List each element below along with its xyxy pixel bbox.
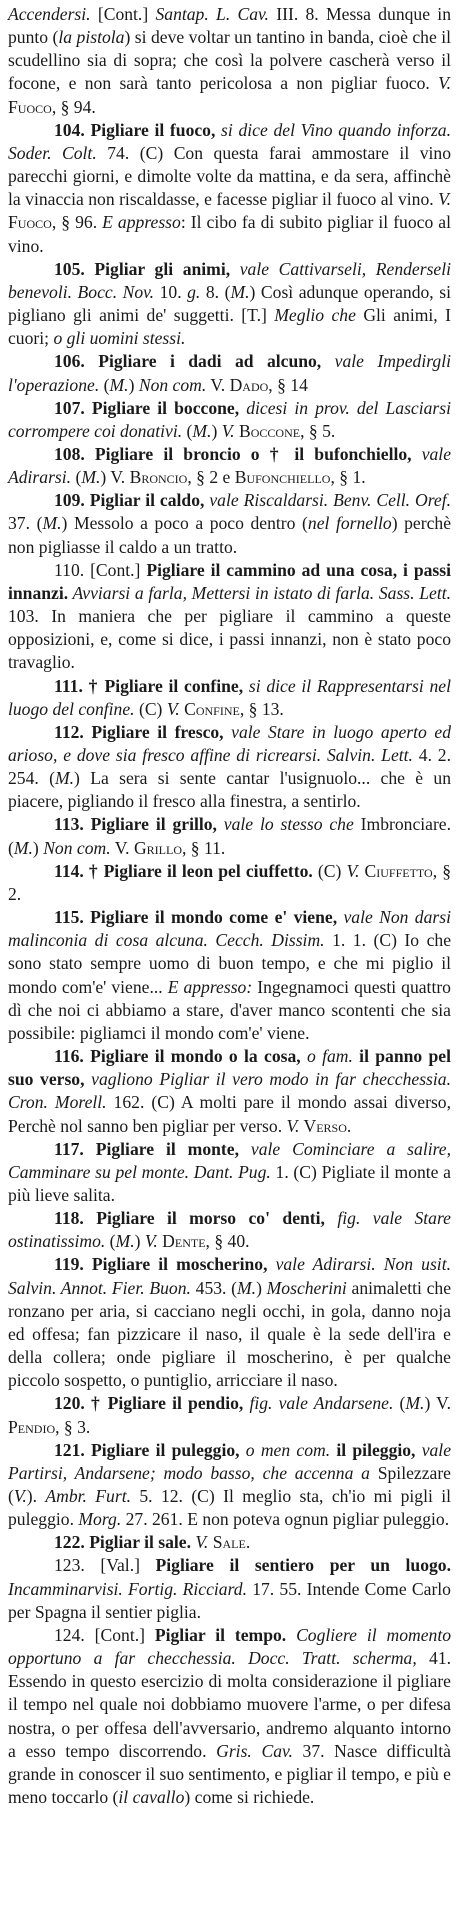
entry-italic-text: si dice il Rappresentarsi nel luogo del confine. xyxy=(8,675,451,719)
cross-reference: ado xyxy=(242,374,269,395)
entry-italic-text: M. xyxy=(109,374,129,395)
dictionary-entry xyxy=(8,1624,451,1809)
entry-headword: 114. † Pigliare il leon pel ciuffetto. xyxy=(54,860,313,881)
entry-italic-text: vale Impedirgli l'operazione. xyxy=(8,351,451,395)
entry-headword: 112. Pigliare il fresco, xyxy=(54,721,224,742)
entry-text: 37. Nasce difficultà grande in conoscer il suo sentimento, e pigliar il tempo, e più e meno toccarlo ( xyxy=(8,1740,451,1808)
dictionary-entry xyxy=(8,3,451,119)
entry-italic-text: o fam. xyxy=(300,1046,353,1067)
entry-text: Ingegnamoci questi quattro dì che noi ci abbiamo a stare, d'aver manco scontenti che sia possibile: pigliamci il mondo com'e' viene. xyxy=(8,976,451,1043)
entry-text: V. G xyxy=(110,837,147,858)
entry-italic-text: M. xyxy=(230,281,250,302)
dictionary-entry xyxy=(8,721,451,814)
entry-headword: Pigliare il sentiero per un luogo. xyxy=(155,1555,451,1576)
entry-text: , § 40. xyxy=(205,1231,250,1252)
entry-italic-text: Accendersi. xyxy=(8,4,91,24)
entry-text: ( xyxy=(186,420,193,441)
entry-text: (C) xyxy=(134,698,167,719)
cross-reference: iuffetto xyxy=(376,860,433,881)
dictionary-entry xyxy=(8,1045,451,1138)
entry-text: Imbronciare. ( xyxy=(8,814,452,858)
entry-text: ) si deve voltar un tantino in banda, cioè che il scudellino sia di sopra; che così la polvere cascherà verso il focone, e non sarà tanto pericolosa a non pigliar fuoco. xyxy=(8,27,451,94)
entry-text: 453. ( xyxy=(190,1277,238,1298)
entry-text: ). xyxy=(26,1486,46,1506)
dictionary-entry xyxy=(8,1207,451,1253)
dictionary-entry xyxy=(8,1138,451,1207)
entry-headword: 106. Pigliare i dadi ad alcuno, xyxy=(54,351,322,372)
dictionary-entry xyxy=(8,258,451,351)
entry-italic-text: vale lo stesso che xyxy=(216,814,354,835)
entry-italic-text: vale Cominciare a salire, Camminare su pel monte. Dant. Pug. xyxy=(8,1138,451,1182)
entry-italic-text: E appresso xyxy=(102,212,181,233)
entry-italic-text: V. xyxy=(195,1532,209,1553)
entry-text: ) V. B xyxy=(100,467,142,488)
entry-text: , § 2 e B xyxy=(187,467,247,488)
entry-headword: Pigliar il tempo. xyxy=(154,1624,287,1645)
dictionary-entry xyxy=(8,1531,451,1554)
entry-text: [Cont.] xyxy=(90,4,156,24)
entry-headword: 107. Pigliare il boccone, xyxy=(54,397,240,418)
entry-italic-text: M. xyxy=(13,837,33,858)
entry-text: ) xyxy=(128,374,139,395)
entry-italic-text: V. xyxy=(221,420,235,441)
entry-italic-text: M. xyxy=(81,467,101,488)
entry-text: ) Così adunque operando, si pigliano gli animi de' suggetti. [T.] xyxy=(8,281,451,326)
entry-italic-text: il cavallo xyxy=(118,1787,185,1808)
entry-italic-text: M. xyxy=(237,1277,257,1298)
entry-italic-text: V. xyxy=(286,1115,300,1136)
entry-italic-text: M. xyxy=(115,1231,135,1252)
entry-text: ( xyxy=(105,1231,116,1252)
entry-text: 27. 261. E non poteva ognun pigliar puleggio. xyxy=(121,1509,450,1530)
entry-headword: 119. Pigliare il moscherino, xyxy=(54,1254,268,1275)
entry-text: . xyxy=(346,1115,352,1136)
entry-text: , § 1. xyxy=(330,467,366,488)
entry-text: ) perchè non pigliasse il caldo a un tratto. xyxy=(8,513,452,557)
entry-italic-text: vale Riscaldarsi. Benv. Cell. Oref. xyxy=(204,490,452,511)
entry-headword: 105. Pigliar gli animi, xyxy=(54,258,231,279)
entry-italic-text: E appresso: xyxy=(167,976,253,997)
entry-italic-text: vale Adirarsi. xyxy=(8,443,452,488)
entry-headword: 109. Pigliar il caldo, xyxy=(54,490,205,511)
entry-italic-text: vale Partirsi, Andarsene; modo basso, che accenna a xyxy=(8,1439,452,1483)
entry-text: S xyxy=(208,1532,223,1553)
entry-text: ) V. P xyxy=(8,1393,451,1437)
entry-italic-text: Meglio che xyxy=(274,305,356,326)
entry-italic-text: V. xyxy=(166,698,180,719)
entry-italic-text: Avviarsi a farla, Mettersi in istato di farla. Sass. Lett. xyxy=(68,582,451,603)
entry-text: 4. 2. 254. ( xyxy=(8,745,452,789)
dictionary-entry xyxy=(8,1554,451,1623)
entry-italic-text: Moscherini xyxy=(266,1277,347,1298)
cross-reference: ufonchiello xyxy=(246,467,331,488)
entry-text: ) La sera si sente cantar l'usignuolo... che è un piacere, pigliando il fresco alla finestra, a sentirlo. xyxy=(8,768,452,812)
entry-italic-text: vale Stare in luogo aperto ed arioso, e dove sia fresco affine di ricrearsi. Salvin. Lett. xyxy=(8,721,451,765)
dictionary-entry xyxy=(8,1392,451,1438)
entry-italic-text: V. xyxy=(13,1486,27,1506)
cross-reference: ente xyxy=(174,1231,206,1252)
entry-text: (C) xyxy=(312,860,347,881)
entry-italic-text: o gli uomini stessi. xyxy=(53,328,186,349)
entry-text: 1. 1. (C) Io che sono stato sempre uomo di buon tempo, e che mi piglio il mondo com'e' viene... xyxy=(8,930,452,997)
dictionary-entry xyxy=(8,860,451,906)
cross-reference: endio xyxy=(17,1416,56,1437)
entry-headword: 121. Pigliare il puleggio, xyxy=(54,1439,240,1460)
entry-italic-text: Non com. xyxy=(138,374,207,395)
entry-headword: 108. Pigliare il broncio o † il bufonchiello, xyxy=(54,443,412,464)
entry-headword: 120. † Pigliare il pendio, xyxy=(54,1393,244,1414)
entry-text: III. 8. Messa dunque in punto ( xyxy=(8,4,451,48)
entry-italic-text: vagliono Pigliar il vero modo in far checchessia. Cron. Morell. xyxy=(8,1069,451,1113)
entry-italic-text: V. xyxy=(438,189,451,210)
entry-italic-text: la pistola xyxy=(58,27,125,48)
cross-reference: uoco xyxy=(17,212,52,233)
entry-text: 110. xyxy=(54,559,91,580)
entry-text: , § 13. xyxy=(239,698,284,719)
entry-italic-text: fig. vale Andarsene. xyxy=(243,1393,394,1414)
entry-text: ) xyxy=(32,837,44,858)
entry-text: , § 2. xyxy=(8,860,451,904)
cross-reference: onfine xyxy=(195,698,240,719)
cross-reference: occone xyxy=(250,420,301,441)
dictionary-entry xyxy=(8,443,451,489)
entry-text: V xyxy=(299,1115,317,1136)
entry-text: C xyxy=(359,860,377,881)
entry-text: Spilezzare ( xyxy=(8,1462,451,1506)
dictionary-entry xyxy=(8,675,451,721)
entry-text: D xyxy=(157,1231,175,1252)
entry-text: 123. [Val.] xyxy=(54,1555,156,1576)
entry-text: 103. In maniera che per pigliare il cammino a queste opposizioni, e, come si dice, i passi innanzi, non è stato poco travaglio. xyxy=(8,606,451,673)
entry-text: ( xyxy=(75,467,82,488)
entry-text: B xyxy=(234,420,251,441)
entry-headword: 118. Pigliare il morso co' denti, xyxy=(54,1208,325,1229)
entry-italic-text: vale Cattivarseli, Renderseli benevoli. xyxy=(8,258,451,302)
entry-text: animaletti che ronzano per aria, si cacciano negli occhi, in gola, danno noja ed offesa; fan pizzicare il naso, il quale è la sede dell'ira e della collera; onde pigliare il moscherino, è per qualche piccolo sospetto, o puntiglio, arricciare il naso. xyxy=(8,1277,451,1391)
entry-headword: Pigliare il cammino ad una cosa, i passi innanzi. xyxy=(8,559,452,603)
entry-italic-text: Morg. xyxy=(78,1509,122,1530)
entry-headword: il pileggio, xyxy=(330,1439,416,1460)
entry-text: 5. 12. (C) Il meglio sta, ch'io mi pigli il puleggio. xyxy=(8,1486,452,1530)
cross-reference: ale xyxy=(222,1532,246,1553)
entry-italic-text: vale Adirarsi. Non usit. Salvin. Annot. Fier. Buon. xyxy=(8,1254,451,1298)
entry-text: [Cont.] xyxy=(90,559,147,580)
entry-text: ) Messolo a poco a poco dentro ( xyxy=(61,513,308,534)
dictionary-entry xyxy=(8,119,451,258)
entry-italic-text: Cogliere il momento opportuno a far checchessia. Docc. Tratt. scherma, xyxy=(8,1624,452,1669)
entry-italic-text: V. xyxy=(346,860,360,881)
dictionary-entry xyxy=(8,813,451,859)
entry-text: : Il cibo fa di subito pigliar il fuoco al vino. xyxy=(8,212,451,256)
entry-italic-text: Gris. Cav. xyxy=(216,1740,293,1761)
entry-text: ( xyxy=(393,1393,406,1414)
entry-italic-text: M. xyxy=(192,420,212,441)
entry-italic-text: fig. vale Stare ostinatissimo. xyxy=(8,1208,451,1252)
entry-text: ) xyxy=(211,420,222,441)
entry-italic-text: Non com. xyxy=(43,837,111,858)
entry-italic-text: Incamminarvisi. Fortig. Ricciard. xyxy=(8,1578,247,1599)
entry-headword: 113. Pigliare il grillo, xyxy=(54,814,217,835)
entry-text: , § 14 xyxy=(268,374,308,395)
entry-text: F xyxy=(8,96,18,117)
entry-text: 162. (C) A molti pare il mondo assai diverso, Perchè nol sanno ben pigliar per verso. xyxy=(8,1092,451,1136)
entry-italic-text: M. xyxy=(42,513,62,534)
entry-italic-text: M. xyxy=(54,768,75,789)
entry-text: ) xyxy=(134,1231,145,1252)
entry-italic-text: Bocc. Nov. xyxy=(77,281,155,302)
entry-headword: 104. Pigliare il fuoco, xyxy=(54,119,216,140)
entry-text: 37. ( xyxy=(8,513,43,534)
entry-italic-text: g. xyxy=(187,281,201,302)
entry-text: 1. (C) Pigliate il monte a più lieve salita. xyxy=(8,1161,451,1205)
entry-text: ) come si richiede. xyxy=(184,1787,315,1808)
entry-italic-text: V. xyxy=(144,1231,158,1252)
entry-italic-text: Santap. L. Cav. xyxy=(155,4,269,24)
entry-text: 74. (C) Con questa farai ammostare il vino parecchi giorni, e dimolte volte da mattina, e da sera, affinchè la vinaccia non riscaldasse, e facesse pigliar il fuoco al vino. xyxy=(8,142,451,210)
dictionary-entry xyxy=(8,559,451,675)
entry-text: , § 11. xyxy=(181,837,226,858)
entry-text: , § 94. xyxy=(51,96,96,117)
dictionary-entry xyxy=(8,906,451,1045)
entry-italic-text: dicesi in prov. del Lasciarsi corrompere coi donativi. xyxy=(8,397,451,441)
dictionary-entry xyxy=(8,350,451,396)
entry-text: 8. ( xyxy=(200,281,231,302)
entry-text: 124. [Cont.] xyxy=(54,1624,155,1645)
dictionary-entry xyxy=(8,1253,451,1392)
entry-headword: 116. Pigliare il mondo o la cosa, xyxy=(54,1046,301,1067)
entry-headword: 122. Pigliar il sale. xyxy=(54,1532,191,1553)
entry-italic-text: M. xyxy=(405,1393,425,1414)
entry-italic-text: Ambr. Furt. xyxy=(45,1486,131,1506)
entry-headword: 111. † Pigliare il confine, xyxy=(54,675,244,696)
entry-italic-text: vale Non darsi malinconia di cosa alcuna. Cecch. Dissim. xyxy=(8,907,451,951)
cross-reference: rillo xyxy=(146,837,182,858)
entry-italic-text: V. xyxy=(438,73,451,94)
entry-text: 17. 55. Intende Come Carlo per Spagna il sentier piglia. xyxy=(8,1578,451,1622)
dictionary-entry xyxy=(8,397,451,443)
entry-italic-text: nel fornello xyxy=(307,513,392,534)
dictionary-entry xyxy=(8,489,451,558)
entry-text: V. D xyxy=(206,374,243,395)
entry-text: F xyxy=(8,212,18,233)
entry-headword: il panno pel suo verso, xyxy=(8,1046,451,1090)
entry-text: 10. xyxy=(154,281,188,302)
entry-text: ) xyxy=(256,1277,267,1298)
entry-text: Gli animi, I cuori; xyxy=(8,305,451,349)
entry-text: ( xyxy=(103,374,110,395)
cross-reference: erso xyxy=(316,1115,347,1136)
dictionary-entry xyxy=(8,1439,451,1532)
entry-italic-text: si dice del Vino quando inforza. Soder. Colt. xyxy=(8,119,451,163)
entry-text: . xyxy=(245,1532,251,1553)
entry-headword: 115. Pigliare il mondo come e' viene, xyxy=(54,907,338,928)
cross-reference: roncio xyxy=(141,467,188,488)
entry-text: , § 96. xyxy=(51,212,103,233)
entry-text: , § 5. xyxy=(300,420,336,441)
entry-italic-text: o men com. xyxy=(239,1439,331,1460)
cross-reference: uoco xyxy=(17,96,52,117)
entry-text: C xyxy=(179,698,196,719)
entry-headword: 117. Pigliare il monte, xyxy=(54,1138,239,1159)
entry-text: 41. Essendo in questo esercizio di molta considerazione il pigliare il tempo nel quale noi dobbiamo muovere l'arme, o per difesa nostra, o per offesa dell'avversario, andremo alquanto intorno a esso tempo discorrendo. xyxy=(8,1648,452,1761)
entry-text: , § 3. xyxy=(55,1416,91,1437)
